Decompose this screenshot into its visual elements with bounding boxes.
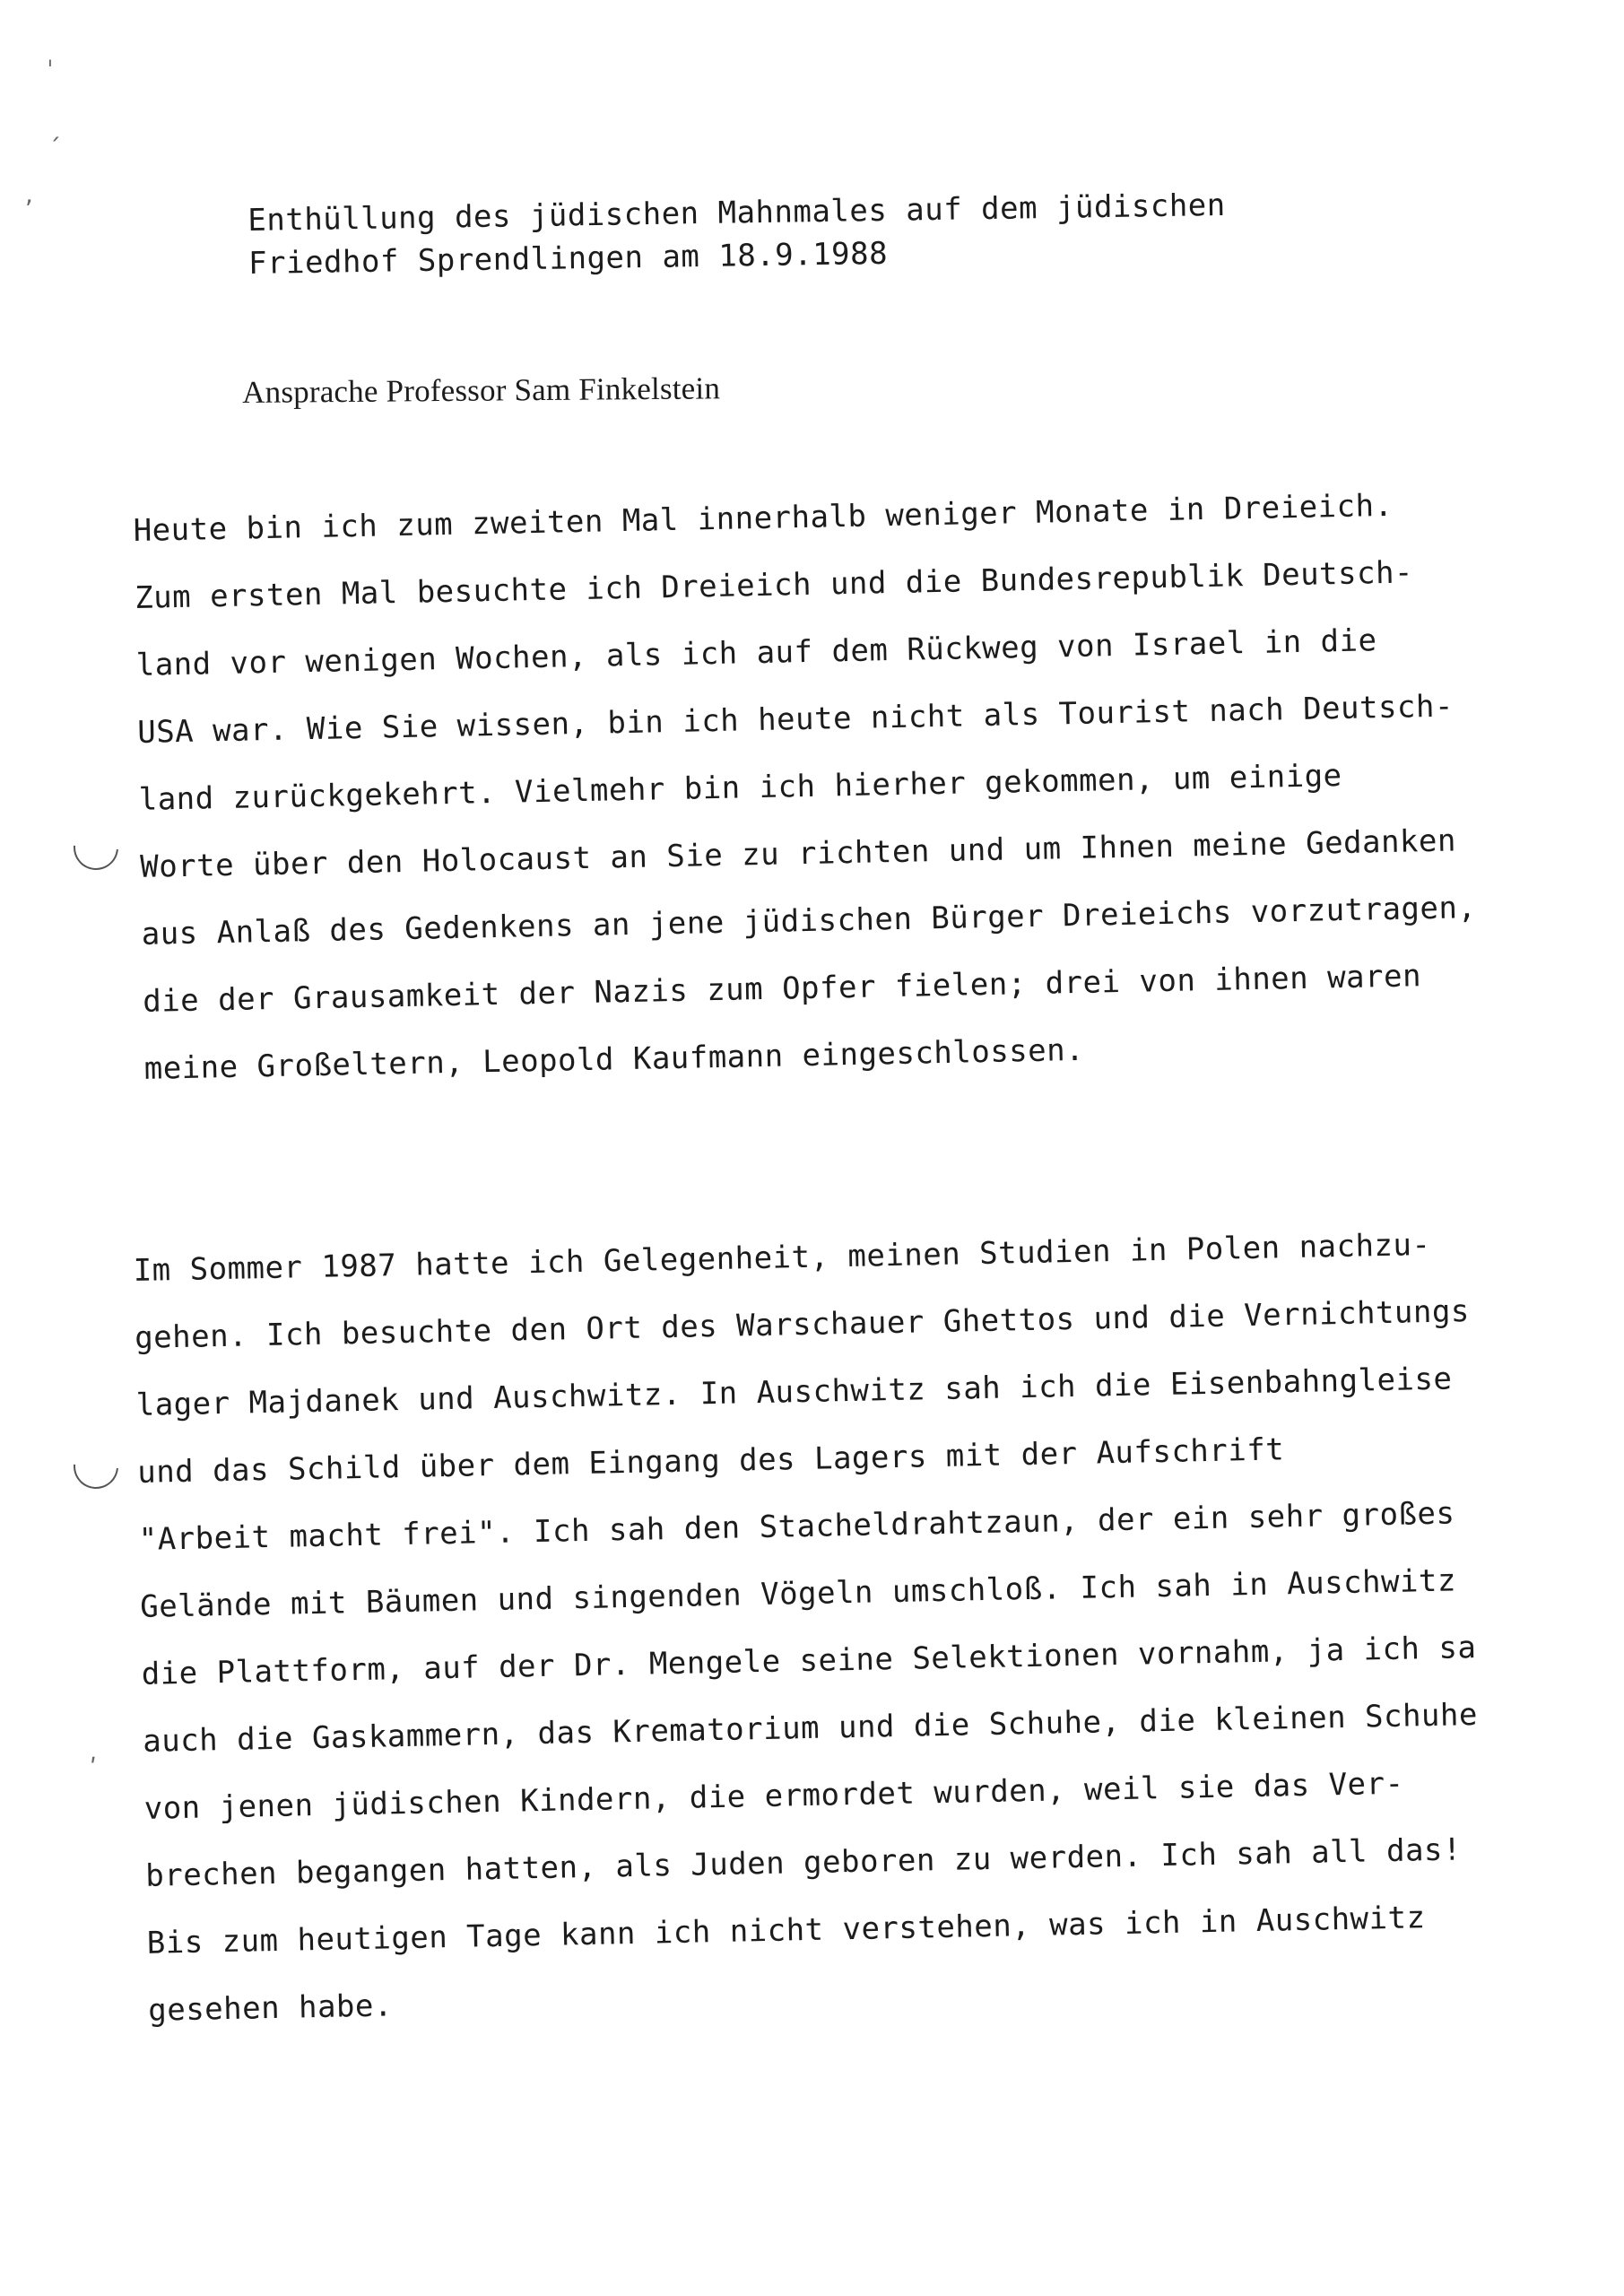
text-line: Gelände mit Bäumen und singenden Vögeln umschloß. Ich sah in Auschwitz: [139, 1562, 1457, 1625]
text-line: "Arbeit macht frei". Ich sah den Stacheldrahtzaun, der ein sehr großes: [138, 1495, 1455, 1558]
scan-mark-top: ˌ: [47, 39, 54, 69]
text-line: land vor wenigen Wochen, als ich auf dem Rückweg von Israel in die: [135, 622, 1377, 683]
text-line: meine Großeltern, Leopold Kaufmann eingeschlossen.: [143, 1031, 1085, 1087]
text-line: Bis zum heutigen Tage kann ich nicht verstehen, was ich in Auschwitz: [146, 1900, 1426, 1961]
text-line: und das Schild über dem Eingang des Lagers mit der Aufschrift: [136, 1431, 1285, 1491]
text-line: lager Majdanek und Auschwitz. In Auschwitz sah ich die Eisenbahngleise: [135, 1361, 1453, 1423]
paragraph-2: [133, 1209, 1584, 2045]
header-line: Friedhof Sprendlingen am 18.9.1988: [248, 235, 889, 282]
text-line: gehen. Ich besuchte den Ort des Warschauer Ghettos und die Vernichtungs: [134, 1293, 1471, 1356]
text-line: aus Anlaß des Gedenkens an jene jüdischen Bürger Dreieichs vorzutragen,: [141, 890, 1477, 952]
punch-hole-mark-2: [65, 1435, 127, 1498]
text-line: brechen begangen hatten, als Juden geboren zu werden. Ich sah all das!: [144, 1831, 1463, 1894]
punch-hole-mark-1: [65, 816, 127, 879]
header-line: Enthüllung des jüdischen Mahnmales auf dem jüdischen: [248, 187, 1226, 239]
text-line: gesehen habe.: [147, 1987, 394, 2029]
document-header: [248, 180, 1450, 285]
scan-mark-lower: ʹ: [90, 1753, 97, 1783]
text-line: Worte über den Holocaust an Sie zu richten und um Ihnen meine Gedanken: [139, 822, 1457, 885]
text-line: land zurückgekehrt. Vielmehr bin ich hierher gekommen, um einige: [138, 758, 1342, 818]
scan-mark-mid: ,: [25, 179, 33, 209]
text-line: auch die Gaskammern, das Krematorium und die Schuhe, die kleinen Schuhe: [142, 1697, 1479, 1760]
text-line: USA war. Wie Sie wissen, bin ich heute nicht als Tourist nach Deutsch-: [136, 688, 1455, 751]
text-line: die Plattform, auf der Dr. Mengele seine Selektionen vornahm, ja ich sa: [141, 1630, 1477, 1692]
text-line: von jenen jüdischen Kindern, die ermordet wurden, weil sie das Ver-: [143, 1765, 1404, 1827]
text-line: die der Grausamkeit der Nazis zum Opfer fielen; drei von ihnen waren: [142, 958, 1422, 1020]
text-line: Im Sommer 1987 hatte ich Gelegenheit, meinen Studien in Polen nachzu-: [133, 1226, 1431, 1289]
paragraph-1: [133, 469, 1579, 1103]
text-line: Zum ersten Mal besuchte ich Dreieich und die Bundesrepublik Deutsch-: [134, 554, 1414, 616]
scan-mark-upper: ˏ: [48, 112, 61, 142]
speech-title: Ansprache Professor Sam Finkelstein: [242, 370, 721, 410]
text-line: Heute bin ich zum zweiten Mal innerhalb weniger Monate in Dreieich.: [133, 487, 1394, 549]
